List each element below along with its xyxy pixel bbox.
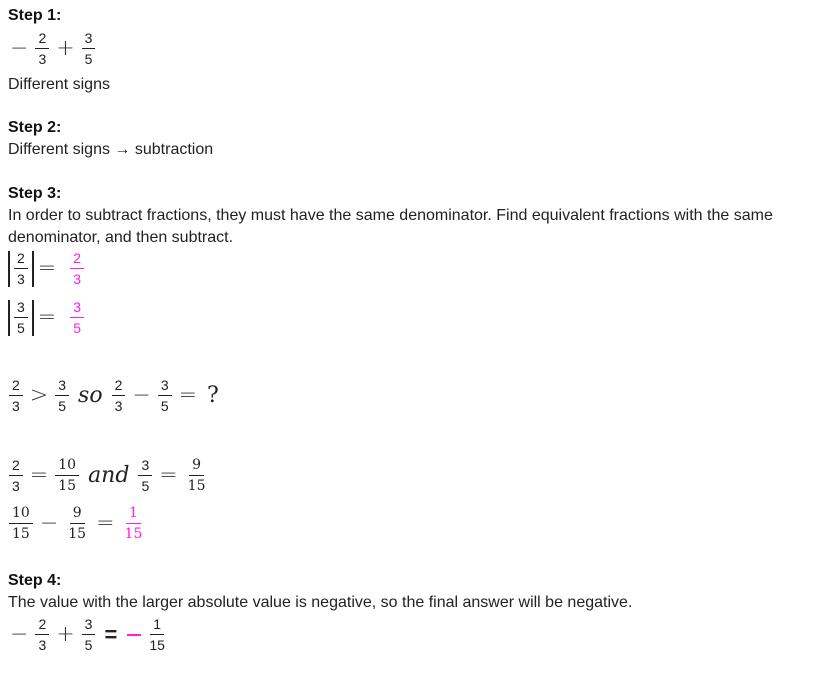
absolute-value: $\frac{3}{5}$ <box>8 300 34 336</box>
fraction: $\frac{3}{5}$ <box>82 30 96 67</box>
final-result-fraction: $\frac{1}{15}$ <box>149 616 165 653</box>
equals-sign: = <box>159 463 178 488</box>
equivalent-fractions-row: $\frac{2}{3}$ = $\frac{10}{15}$ and $\frac{3}{5}$ = $\frac{9}{15}$ <box>6 457 212 494</box>
minus-sign: − <box>39 511 59 536</box>
equals-sign: = <box>96 511 115 536</box>
step-1-note: Different signs <box>8 76 110 93</box>
step-3-title: Step 3: <box>8 185 62 202</box>
word-so: so <box>78 383 103 408</box>
plus-sign: + <box>56 36 75 61</box>
step-2-note: Different signs → subtraction <box>8 141 214 158</box>
greater-than-sign: > <box>29 383 49 408</box>
step-4-explanation: The value with the larger absolute value is negative, so the final answer will be negative. <box>8 594 633 611</box>
absolute-value: $\frac{2}{3}$ <box>8 251 34 287</box>
step-4-title: Step 4: <box>8 572 62 589</box>
subtraction-row: $\frac{10}{15}$ − $\frac{9}{15}$ = $\frac{1}{15}$ <box>6 505 148 542</box>
minus-sign: − <box>10 622 29 647</box>
final-answer-row: − $\frac{2}{3}$ + $\frac{3}{5}$ = $\frac{1}{15}$ <box>6 616 171 653</box>
equals-sign: = <box>104 621 118 647</box>
minus-sign: − <box>10 36 29 61</box>
step-2-title: Step 2: <box>8 119 62 136</box>
equals-sign: = <box>178 383 198 408</box>
word-and: and <box>88 463 130 488</box>
step-1-title: Step 1: <box>8 7 62 24</box>
question-mark: ? <box>207 383 219 408</box>
result-fraction: $\frac{2}{3}$ <box>70 250 84 287</box>
fraction: $\frac{2}{3}$ <box>35 30 49 67</box>
step-3-explanation: In order to subtract fractions, they must have the same denominator. Find equivalent fractions with the same denominator, and then subtract. <box>8 207 773 246</box>
step-1-expression <box>6 30 98 67</box>
equals-sign: = <box>37 305 57 330</box>
abs-value-row-1 <box>8 250 87 287</box>
equals-sign: = <box>37 256 57 281</box>
negative-sign <box>127 634 141 636</box>
plus-sign: + <box>56 622 75 647</box>
comparison-row: $\frac{2}{3}$ > $\frac{3}{5}$ so $\frac{2}{3}$ − $\frac{3}{5}$ = ? <box>6 377 225 414</box>
result-fraction: $\frac{3}{5}$ <box>70 299 84 336</box>
result-fraction: $\frac{1}{15}$ <box>124 505 143 542</box>
abs-value-row-2 <box>8 299 87 336</box>
equals-sign: = <box>29 463 49 488</box>
minus-sign: − <box>132 383 151 408</box>
